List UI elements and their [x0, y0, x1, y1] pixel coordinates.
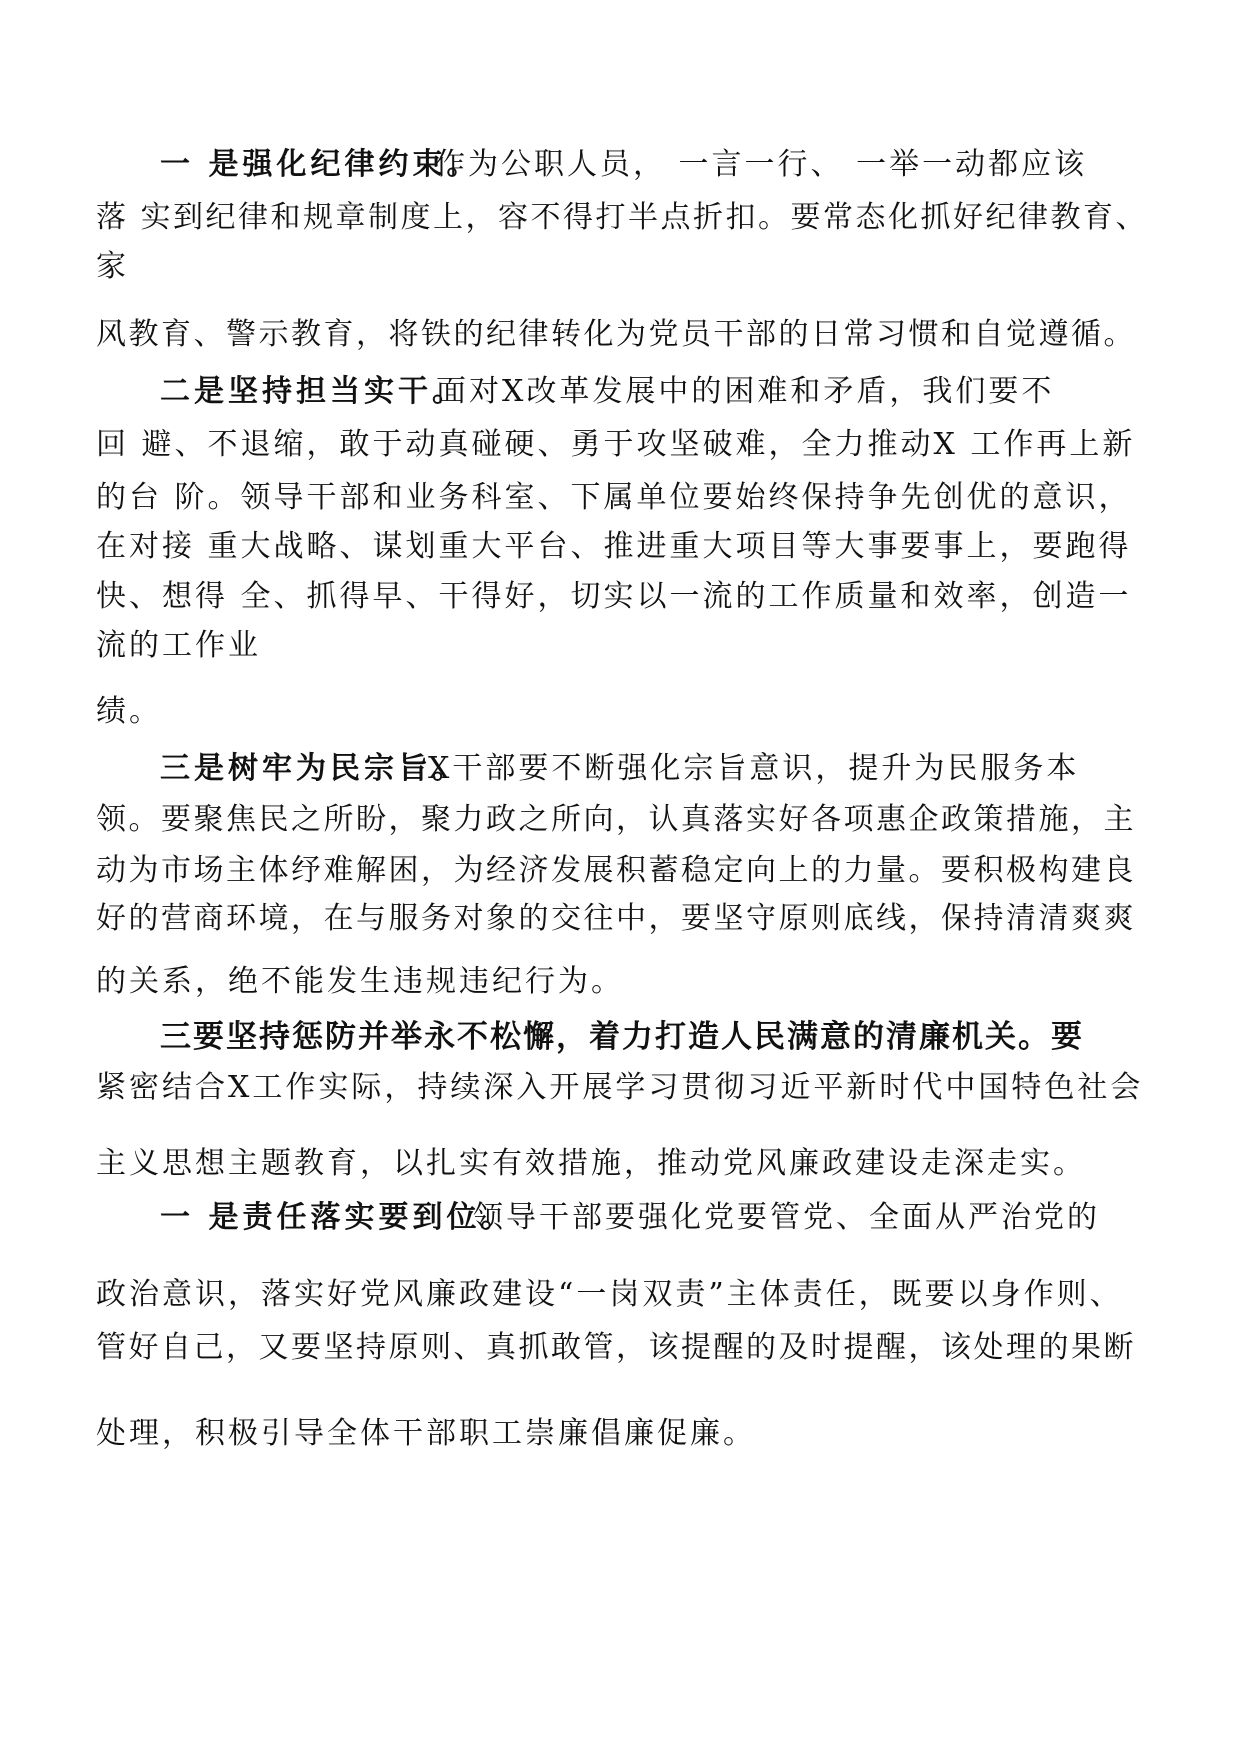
- section-heading: 三要坚持惩防并举永不松懈，着力打造人民满意的清廉机关。要: [160, 1019, 1084, 1055]
- text-line: 领。要聚焦民之所盼，聚力政之所向，认真落实好各项惠企政策措施，主: [96, 802, 1136, 837]
- paragraph-heading: 三是树牢为民宗旨。: [160, 751, 466, 786]
- text-line: 领导干部要强化党要管党、全面从严治党的: [473, 1200, 1100, 1235]
- text-line: 风教育、警示教育，将铁的纪律转化为党员干部的日常习惯和自觉遵循。: [96, 317, 1136, 352]
- paragraph-heading: 一 是强化纪律约束。: [160, 147, 481, 182]
- text-line: 面对X改革发展中的困难和矛盾，我们要不: [436, 374, 1055, 409]
- text-line: 处理，积极引导全体干部职工崇廉倡廉促廉。: [96, 1416, 756, 1451]
- text-line: 作为公职人员， 一言一行、 一举一动都应该: [435, 147, 1088, 182]
- text-line: X干部要不断强化宗旨意识，提升为民服务本: [428, 751, 1080, 786]
- text-line: 政治意识，落实好党风廉政建设“一岗双责”主体责任，既要以身作则、: [96, 1277, 1123, 1312]
- text-line: 绩。: [96, 694, 162, 729]
- text-line: 的台 阶。领导干部和业务科室、下属单位要始终保持争先创优的意识，: [96, 480, 1132, 515]
- text-line: 动为市场主体纾难解困，为经济发展积蓄稳定向上的力量。要积极构建良: [96, 853, 1136, 888]
- text-line: 在对接 重大战略、谋划重大平台、推进重大项目等大事要事上，要跑得: [96, 529, 1132, 564]
- text-line: 落 实到纪律和规章制度上，容不得打半点折扣。要常态化抓好纪律教育、: [96, 200, 1149, 235]
- paragraph-heading: 一 是责任落实要到位。: [160, 1200, 515, 1235]
- text-line: 紧密结合X工作实际，持续深入开展学习贯彻习近平新时代中国特色社会: [96, 1070, 1144, 1105]
- text-line: 流的工作业: [96, 628, 261, 663]
- text-line: 好的营商环境，在与服务对象的交往中，要坚守原则底线，保持清清爽爽: [96, 901, 1136, 936]
- text-line: 的关系，绝不能发生违规违纪行为。: [96, 964, 624, 999]
- text-line: 回 避、不退缩，敢于动真碰硬、勇于攻坚破难，全力推动X 工作再上新: [96, 427, 1136, 462]
- text-line: 家: [96, 249, 129, 284]
- text-line: 主义思想主题教育，以扎实有效措施，推动党风廉政建设走深走实。: [96, 1146, 1086, 1181]
- text-line: 管好自己，又要坚持原则、真抓敢管，该提醒的及时提醒，该处理的果断: [96, 1330, 1136, 1365]
- text-line: 快、想得 全、抓得早、干得好，切实以一流的工作质量和效率，创造一: [96, 579, 1132, 614]
- paragraph-heading: 二是坚持担当实干。: [160, 374, 466, 409]
